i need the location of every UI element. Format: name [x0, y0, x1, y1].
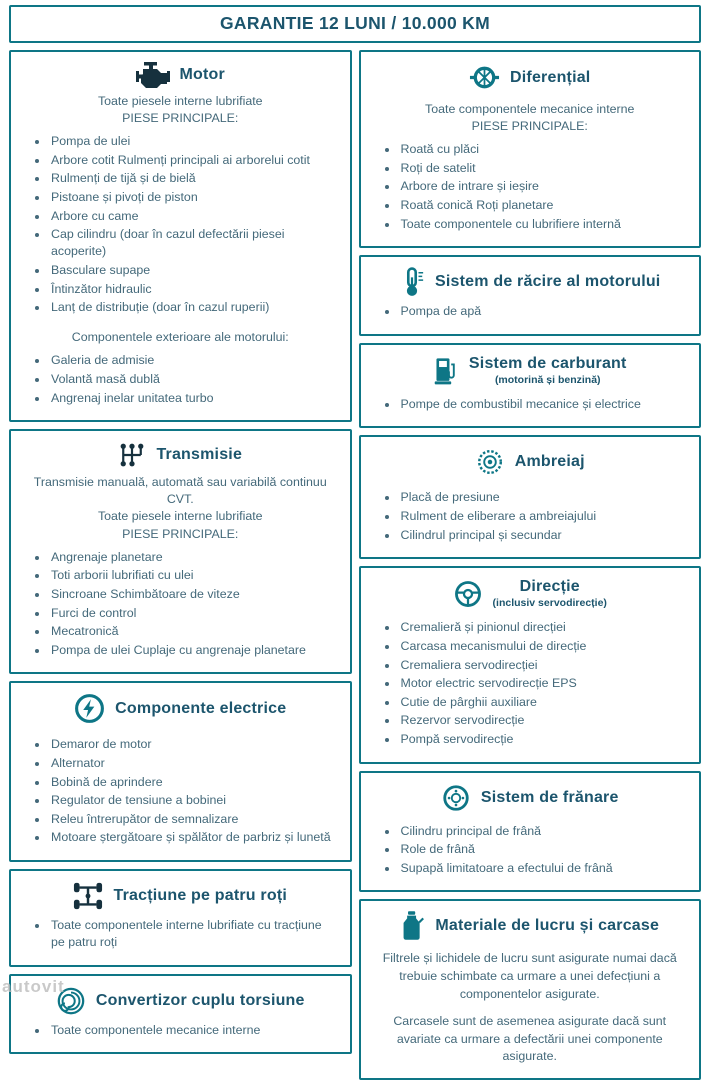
section-tractiune-header: [23, 881, 338, 911]
paragraph: Carcasele sunt de asemenea asigurate dacă sunt avariate ca urmare a defectării unei componente asigurate.: [393, 1014, 667, 1064]
section-transmisie-header: [23, 441, 338, 469]
list-item: • Arbore cotit Rulmenți principali ai arborelui cotit: [49, 152, 338, 169]
intro-line: Transmisie manuală, automată sau variabilă continuu CVT.: [33, 475, 327, 507]
section-title: Ambreiaj: [514, 453, 585, 471]
list-item: • Alternator: [49, 755, 338, 772]
section-title: Sistem de frănare: [480, 788, 619, 806]
list-item: • Pompe de combustibil mecanice și electrice: [399, 396, 688, 413]
list-item: • Rezervor servodirecție: [399, 712, 688, 729]
section-diferential-header: [373, 62, 688, 93]
list-item: • Carcasa mecanismului de direcție: [399, 638, 688, 655]
oil-canister-icon: [400, 911, 425, 940]
list-item: • Galeria de admisie: [49, 352, 338, 369]
list-item: • Sincroane Schimbătoare de viteze: [49, 586, 338, 603]
section-subtitle: (inclusiv servodirecție): [492, 597, 607, 610]
intro-line: Toate piesele interne lubrifiate: [97, 509, 263, 524]
section-title-group: [469, 355, 627, 386]
section-directie-header: [373, 578, 688, 609]
bullet-list: [23, 736, 338, 846]
list-item: • Cap cilindru (doar în cazul defectării piesei acoperite): [49, 226, 338, 260]
list-item: • Mecatronică: [49, 623, 338, 640]
gearshift-icon: [118, 441, 146, 469]
list-item: • Cilindru principal de frână: [399, 823, 688, 840]
sub-heading: Componentele exterioare ale motorului:: [71, 330, 289, 345]
intro-line: Toate componentele mecanice interne: [425, 102, 635, 116]
bullet-list: [373, 823, 688, 877]
list-item: • Cilindrul principal și secundar: [399, 527, 688, 544]
section-racire: [359, 255, 702, 336]
list-item: • Roată cu plăci: [399, 141, 688, 158]
bullet-list: [23, 917, 338, 951]
bullet-list: [373, 489, 688, 543]
page-header: [9, 5, 701, 43]
lightning-icon: [74, 693, 105, 724]
list-item: • Pompă servodirecție: [399, 731, 688, 748]
list-item: • Toate componentele cu lubrifiere internă: [399, 216, 688, 233]
bullet-list: [23, 352, 338, 406]
steering-wheel-icon: [453, 579, 483, 609]
section-directie: [359, 566, 702, 763]
list-item: • Toti arborii lubrifiati cu ulei: [49, 567, 338, 584]
differential-icon: [469, 62, 500, 93]
intro-line: Toate piesele interne lubrifiate: [97, 94, 263, 108]
section-franare: [359, 771, 702, 893]
section-title: Tracțiune pe patru roți: [113, 887, 287, 904]
section-title: Convertizor cuplu torsiune: [95, 991, 305, 1009]
list-item: • Rulmenți de tijă și de bielă: [49, 170, 338, 187]
list-item: • Demaror de motor: [49, 736, 338, 753]
section-diferential: [359, 50, 702, 248]
list-item: • Bobină de aprindere: [49, 774, 338, 791]
section-electrice-header: [23, 693, 338, 724]
engine-icon: [136, 62, 170, 88]
list-item: • Placă de presiune: [399, 489, 688, 506]
list-item: • Role de frână: [399, 841, 688, 858]
section-motor: [9, 50, 352, 422]
list-item: • Motoare ștergătoare și spălător de parbriz și lunetă: [49, 829, 338, 846]
section-transmisie: [9, 429, 352, 674]
section-ambreiaj-header: [373, 447, 688, 477]
fuel-pump-icon: [433, 356, 459, 385]
bullet-list: [373, 619, 688, 748]
section-materiale-header: [373, 911, 688, 940]
bullet-list: [23, 549, 338, 659]
list-item: • Rulment de eliberare a ambreiajului: [399, 508, 688, 525]
bullet-list: [23, 1022, 338, 1039]
list-item: • Cutie de pârghii auxiliare: [399, 694, 688, 711]
list-item: • Angrenaj inelar unitatea turbo: [49, 390, 338, 407]
bullet-list: [23, 133, 338, 316]
intro-line: PIESE PRINCIPALE:: [471, 119, 588, 134]
section-title: Sistem de carburant: [468, 354, 627, 372]
left-column: [9, 50, 352, 1054]
bullet-list: [373, 396, 688, 413]
section-materiale: [359, 899, 702, 1080]
section-tractiune: [9, 869, 352, 967]
list-item: • Întinzător hidraulic: [49, 281, 338, 298]
section-title: Sistem de răcire al motorului: [435, 273, 661, 291]
list-item: • Regulator de tensiune a bobinei: [49, 792, 338, 809]
list-item: • Pompa de apă: [399, 303, 688, 320]
columns: [9, 50, 701, 1080]
list-item: • Roată conică Roți planetare: [399, 197, 688, 214]
section-motor-header: [23, 62, 338, 88]
list-item: • Cremaliera servodirecției: [399, 657, 688, 674]
section-title: Materiale de lucru și carcase: [435, 916, 660, 934]
list-item: • Releu întrerupător de semnalizare: [49, 811, 338, 828]
list-item: • Volantă masă dublă: [49, 371, 338, 388]
intro-line: PIESE PRINCIPALE:: [122, 111, 239, 126]
bullet-list: [373, 141, 688, 233]
list-item: • Supapă limitatoare a efectului de frână: [399, 860, 688, 877]
section-componente-electrice: [9, 681, 352, 862]
section-carburant: [359, 343, 702, 429]
four-wheel-drive-icon: [73, 881, 103, 911]
list-item: • Cremalieră și pinionul direcției: [399, 619, 688, 636]
list-item: • Basculare supape: [49, 262, 338, 279]
list-item: • Pompa de ulei Cuplaje cu angrenaje planetare: [49, 642, 338, 659]
section-title: Componente electrice: [115, 699, 287, 717]
paragraph: Filtrele și lichidele de lucru sunt asigurate numai dacă trebuie schimbate ca urmare a unei defecțiuni a componentelor asigurate.: [382, 951, 677, 1001]
list-item: • Arbore de intrare și ieșire: [399, 178, 688, 195]
list-item: • Toate componentele mecanice interne: [49, 1022, 338, 1039]
thermometer-icon: [399, 267, 425, 297]
section-subtitle: (motorină și benzină): [494, 373, 601, 386]
list-item: • Angrenaje planetare: [49, 549, 338, 566]
section-title: Motor: [179, 66, 225, 83]
list-item: • Toate componentele interne lubrifiate cu tracțiune pe patru roți: [49, 917, 338, 951]
list-item: • Pompa de ulei: [49, 133, 338, 150]
section-title-group: [493, 578, 607, 609]
watermark: autovit: [2, 977, 65, 996]
list-item: • Lanț de distribuție (doar în cazul ruperii): [49, 299, 338, 316]
clutch-disc-icon: [475, 447, 505, 477]
bullet-list: [373, 303, 688, 320]
section-ambreiaj: [359, 435, 702, 559]
section-carburant-header: [373, 355, 688, 386]
section-title: Transmisie: [156, 446, 243, 464]
list-item: • Motor electric servodirecție EPS: [399, 675, 688, 692]
section-racire-header: [373, 267, 688, 297]
list-item: • Pistoane și pivoți de piston: [49, 189, 338, 206]
intro-line: PIESE PRINCIPALE:: [122, 526, 239, 541]
section-franare-header: [373, 783, 688, 813]
right-column: [359, 50, 702, 1080]
section-title: Diferențial: [510, 68, 591, 86]
section-convertizor-header: [23, 986, 338, 1016]
list-item: • Furci de control: [49, 605, 338, 622]
page-title: GARANTIE 12 LUNI / 10.000 KM: [220, 13, 490, 33]
list-item: • Arbore cu came: [49, 208, 338, 225]
section-title: Direcție: [519, 578, 580, 596]
list-item: • Roți de satelit: [399, 160, 688, 177]
brake-disc-icon: [441, 783, 471, 813]
